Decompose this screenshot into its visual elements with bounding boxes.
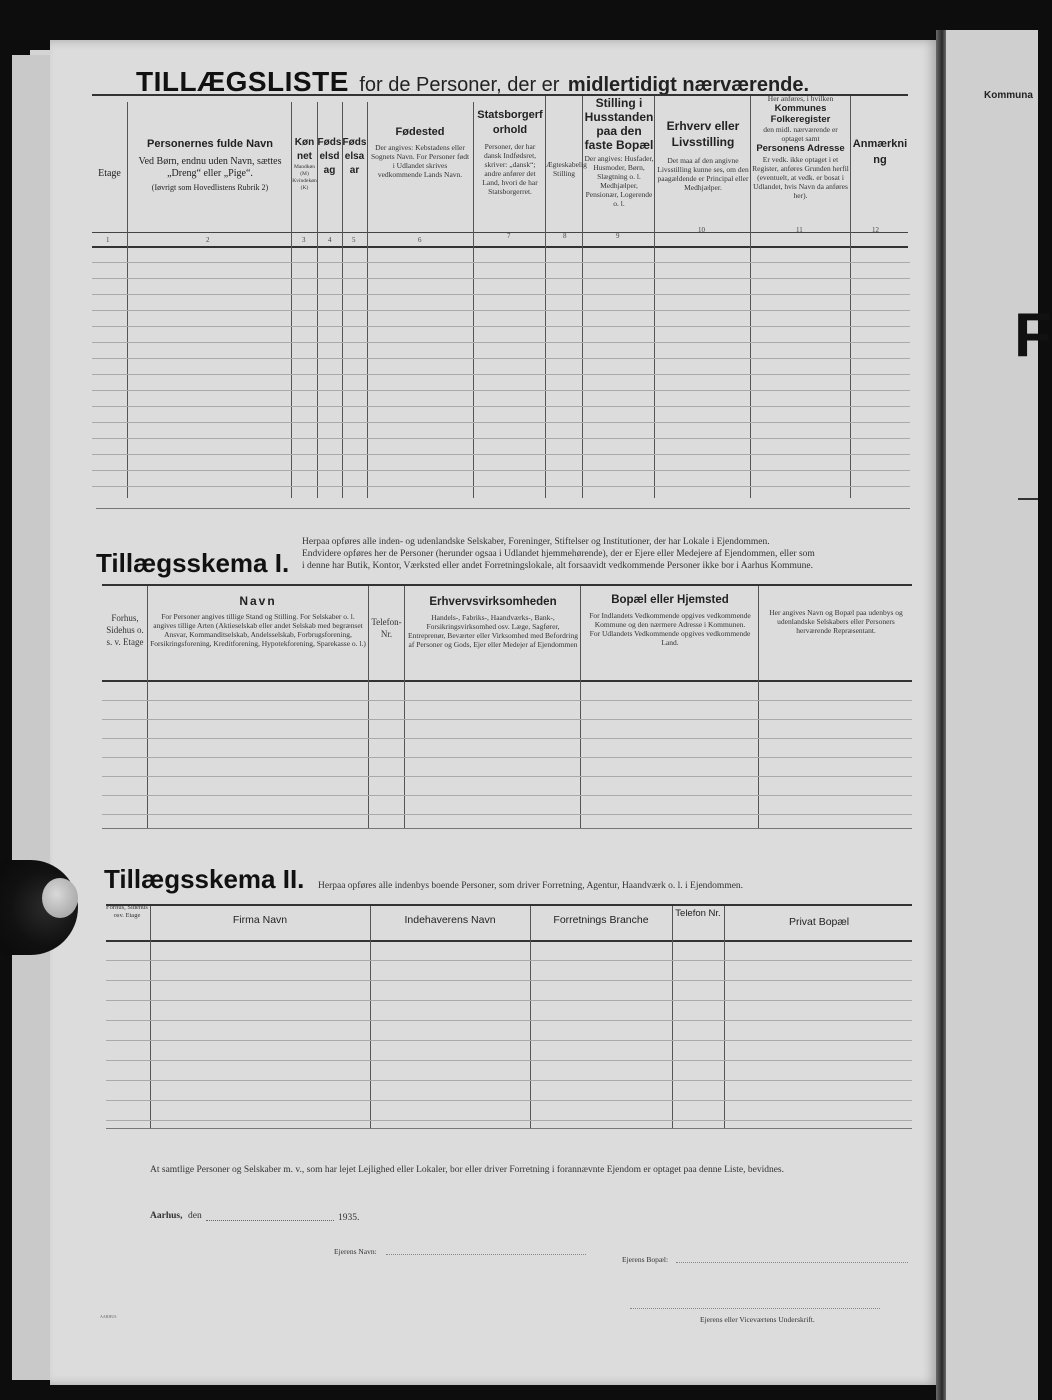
schema1-header-rule xyxy=(102,680,912,682)
t1-colnum: 10 xyxy=(698,226,705,234)
owner-address-field[interactable] xyxy=(676,1262,908,1263)
ruled-line xyxy=(106,1120,912,1121)
table1-header-rule xyxy=(92,232,908,233)
ruled-line xyxy=(92,390,910,391)
s2-header-indehaver: Indehaverens Navn xyxy=(404,914,496,926)
ruled-line xyxy=(92,438,910,439)
ruled-line xyxy=(106,1100,912,1101)
t1-header-adresse: Her anføres, i hvilken Kommunes Folkeregister den midl. nærværende er optaget samt Personens Adresse Er vedk. ikke optaget i et Register, anføres Grunden herfil (eventuelt, at vedk. er bosat i Udlandet, hvis Navn da anføres her). xyxy=(752,94,849,200)
ruled-line xyxy=(92,358,910,359)
t1-colnum: 5 xyxy=(352,236,356,244)
table1-bottom-rule xyxy=(96,508,910,509)
title-rest: for de Personer, der er xyxy=(359,74,560,96)
fingertip xyxy=(42,878,78,918)
ruled-line xyxy=(92,326,910,327)
s2-header-branche: Forretnings Branche xyxy=(553,914,649,926)
s1-col-line xyxy=(758,586,759,828)
ruled-line xyxy=(106,960,912,961)
form-page xyxy=(50,40,938,1385)
ruled-line xyxy=(106,1040,912,1041)
t1-header-name: Personernes fulde Navn Ved Børn, endnu uden Navn, sættes „Dreng“ eller „Pige“. (Iøvrigt som Hovedlistens Rubrik 2) xyxy=(138,138,282,192)
schema2-intro: Herpaa opføres alle indenbys boende Personer, som driver Forretning, Agentur, Haandværk o. l. i Ejendommen. xyxy=(318,881,744,891)
ruled-line xyxy=(102,776,912,777)
t1-colnum: 9 xyxy=(616,232,620,240)
schema1-bottom-rule xyxy=(102,828,912,829)
schema2-header-rule xyxy=(106,940,912,942)
s2-header-telefon: Telefon Nr. xyxy=(675,908,721,919)
t1-colnum: 1 xyxy=(106,236,110,244)
footer-year: 1935. xyxy=(338,1213,360,1223)
ruled-line xyxy=(92,470,910,471)
ruled-line xyxy=(92,278,910,279)
signature-label: Ejerens eller Viceværtens Underskrift. xyxy=(700,1315,815,1324)
ruled-line xyxy=(102,719,912,720)
s1-header-erhverv: Erhvervsvirksomheden Handels-, Fabriks-, Haandværks-, Bank-, Forsikringsvirksomhed osv. Læge, Sagfører, Entreprenør, Beværter eller Virksomhed med Befordring af Personer og Gods, Ejer eller Medejer af Ejendommen xyxy=(408,596,578,649)
date-field[interactable] xyxy=(206,1220,334,1221)
ruled-line xyxy=(92,422,910,423)
ruled-line xyxy=(92,310,910,311)
owner-name-field[interactable] xyxy=(386,1254,586,1255)
t1-colnum: 6 xyxy=(418,236,422,244)
printer-mark: AARHUS xyxy=(100,1314,117,1319)
ruled-line xyxy=(92,486,910,487)
t1-header-foedselsaar: Fødselsaar xyxy=(342,137,367,176)
ruled-line xyxy=(102,700,912,701)
ruled-line xyxy=(106,1020,912,1021)
t1-header-erhverv: Erhverv eller Livsstilling Det maa af den angivne Livsstilling kunne ses, om den paagældende er Principal eller Medhjælper. xyxy=(657,119,749,192)
t1-colnum: 12 xyxy=(872,226,879,234)
title-bold: TILLÆGSLISTE xyxy=(136,66,349,97)
schema2-bottom-rule xyxy=(106,1128,912,1129)
ruled-line xyxy=(92,374,910,375)
s2-col-line xyxy=(150,906,151,1128)
s2-col-line xyxy=(370,906,371,1128)
s1-col-line xyxy=(147,586,148,828)
s1-header-etage: Forhus, Sidehus o. s. v. Etage xyxy=(106,613,144,647)
schema1-intro: Herpaa opføres alle inden- og udenlandske Selskaber, Foreninger, Stiftelser og Institutioner, der har Lokale i Ejendommen. Endvidere opføres her de Personer (herunder ogsaa i Udlandet hjemmehørende), der er Ejere eller Medejere af Ejendommen, eller som i denne har Butik, Kontor, Værksted eller andet Forretningslokale, alt forsaavidt vedkommende Personer ikke bor i Aarhus Kommune. xyxy=(302,537,815,571)
s2-col-line xyxy=(672,906,673,1128)
right-page-rule xyxy=(1018,498,1038,500)
ruled-line xyxy=(106,980,912,981)
schema1-top-rule xyxy=(102,584,912,586)
schema2-top-rule xyxy=(106,904,912,906)
s2-header-bopael: Privat Bopæl xyxy=(788,916,850,928)
s1-header-repraesentant: Her angives Navn og Bopæl paa udenbys og udenlandske Selskabers eller Personers herværende Repræsentant. xyxy=(769,608,903,635)
s1-col-line xyxy=(404,586,405,828)
ruled-line xyxy=(106,1060,912,1061)
table1-body-rule xyxy=(92,246,908,248)
ruled-line xyxy=(102,814,912,815)
t1-header-stilling: Stilling i Husstanden paa den faste Bopæl Der angives: Husfader, Husmoder, Børn, Slægtning o. l. Medhjælper, Pensionær, Logerende o. l. xyxy=(584,96,654,208)
t1-header-koen: Kønnet Mandkøn (M) Kvindekøn (K) xyxy=(292,137,317,191)
s1-col-line xyxy=(580,586,581,828)
t1-colnum: 8 xyxy=(563,232,567,240)
t1-colnum: 11 xyxy=(796,226,803,234)
schema1-title: Tillægsskema I. xyxy=(96,548,290,578)
ruled-line xyxy=(102,795,912,796)
schema2-title: Tillægsskema II. xyxy=(104,864,305,894)
ruled-line xyxy=(92,406,910,407)
t1-colnum: 3 xyxy=(302,236,306,244)
t1-header-anmaerkning: Anmærkning xyxy=(852,138,908,166)
t1-header-aegteskabelig: Ægteskabelig Stilling xyxy=(546,160,587,178)
signature-field[interactable] xyxy=(630,1308,880,1309)
owner-name-label: Ejerens Navn: xyxy=(334,1247,377,1256)
ruled-line xyxy=(92,454,910,455)
title-emphasis: midlertidigt nærværende. xyxy=(567,74,810,96)
ruled-line xyxy=(92,342,910,343)
ruled-line xyxy=(102,757,912,758)
ruled-line xyxy=(92,262,910,263)
s1-header-bopael: Bopæl eller Hjemsted For Indlandets Vedkommende opgives vedkommende Kommune og den nærmere Adresse i Kommunen. For Udlandets Vedkommende opgives vedkommende Land. xyxy=(589,594,751,647)
footer-den: den xyxy=(188,1211,202,1221)
ruled-line xyxy=(102,738,912,739)
t1-header-statsborger: Statsborgerforhold Personer, der har dansk Indfødsret, skriver: „dansk“; andre anfører det Land, hvori de har Statsborgerret. xyxy=(477,109,543,196)
t1-colnum: 2 xyxy=(206,236,210,244)
right-page xyxy=(946,30,1052,1400)
t1-colnum: 7 xyxy=(507,232,511,240)
t1-header-etage: Etage xyxy=(98,168,121,179)
s1-header-navn: Navn For Personer angives tillige Stand og Stilling. For Selskaber o. l. angives tillige Arten (Aktieselskab eller andet Selskab med begrænset Ansvar, Kommanditselskab, Andelsselskab, Forbrugsforening, Forsikringsforening, Kreditforening, Hypotekforening, Sparekasse o. l.) xyxy=(150,594,366,648)
s1-header-telefon: Telefon-Nr. xyxy=(371,617,402,639)
t1-header-foedselsdag: Fødselsdag xyxy=(317,137,342,176)
t1-header-foedested: Fødested Der angives: Kebstadens eller Sognets Navn. For Personer født i Udlandet skrives vedkommende Lands Navn. xyxy=(370,126,470,179)
s2-col-line xyxy=(530,906,531,1128)
footer-statement: At samtlige Personer og Selskaber m. v., som har lejet Lejlighed eller Lokaler, bor eller driver Forretning i forannævnte Ejendom er optaget paa denne Liste, bevidnes. xyxy=(150,1165,784,1175)
footer-city: Aarhus, xyxy=(150,1211,183,1221)
ruled-line xyxy=(92,294,910,295)
t1-colnum: 4 xyxy=(328,236,332,244)
ruled-line xyxy=(106,1000,912,1001)
owner-address-label: Ejerens Bopæl: xyxy=(622,1255,669,1264)
right-page-kommune: Kommuna xyxy=(984,90,1033,101)
s2-header-firma: Firma Navn xyxy=(232,914,288,926)
s2-col-line xyxy=(724,906,725,1128)
right-page-letter: F xyxy=(1014,301,1052,370)
s2-header-etage: Forhus, Sidehus osv. Etage xyxy=(106,904,148,919)
ruled-line xyxy=(106,1080,912,1081)
